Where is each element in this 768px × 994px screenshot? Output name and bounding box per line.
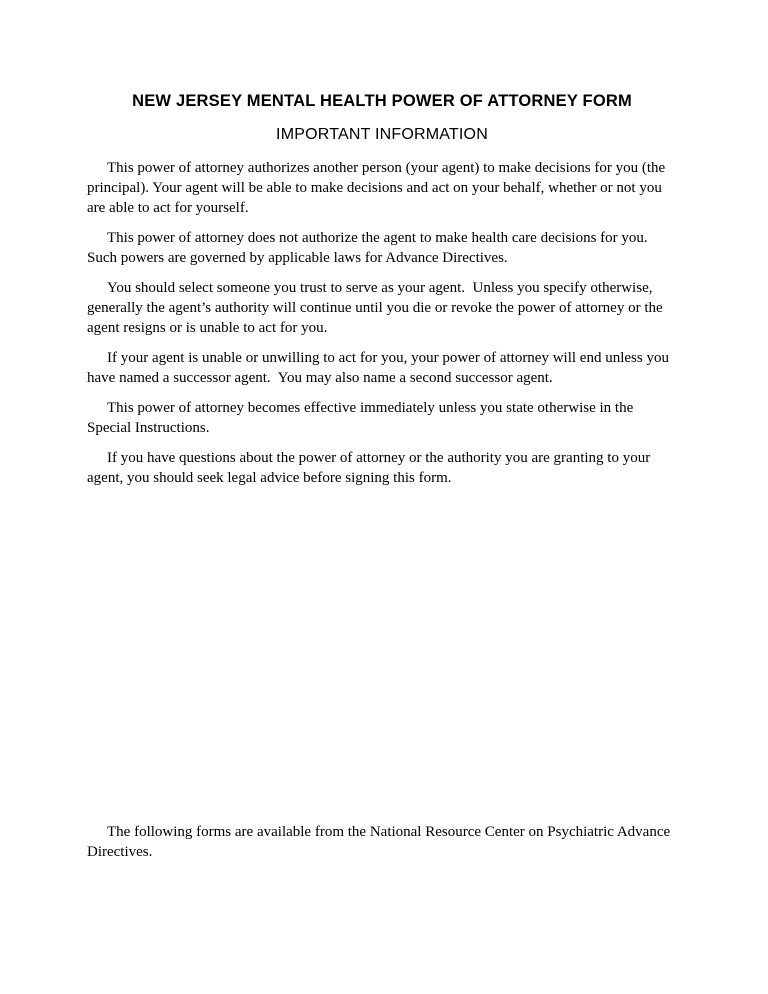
paragraph-no-health-care-decisions: This power of attorney does not authorize the agent to make health care decisions for you. Such powers are governed by applicable laws for Advance Directives.: [87, 230, 652, 266]
paragraph-successor-agent: If your agent is unable or unwilling to act for you, your power of attorney will end unless you have named a successor agent. You may also name a second successor agent.: [87, 350, 673, 386]
paragraph-authorizes-agent: This power of attorney authorizes another person (your agent) to make decisions for you (the principal). Your agent will be able to make decisions and act on your behalf, whether or not you are able to act for yourself.: [87, 160, 669, 216]
paragraph-seek-legal-advice: If you have questions about the power of attorney or the authority you are granting to your agent, you should seek legal advice before signing this form.: [87, 450, 654, 486]
paragraph-select-someone-you-trust: You should select someone you trust to serve as your agent. Unless you specify otherwise, generally the agent’s authority will continue until you die or revoke the power of attorney or the agent resigns or is unable to act for you.: [87, 280, 667, 336]
body-text-block: [87, 158, 677, 488]
paragraph-forms-available: The following forms are available from the National Resource Center on Psychiatric Advance Directives.: [87, 824, 674, 860]
closing-block: [87, 822, 677, 872]
document-content: [87, 0, 677, 498]
document-title: NEW JERSEY MENTAL HEALTH POWER OF ATTORNEY FORM: [132, 92, 632, 110]
document-subtitle: IMPORTANT INFORMATION: [276, 126, 488, 143]
paragraph-effective-immediately: This power of attorney becomes effective immediately unless you state otherwise in the Special Instructions.: [87, 400, 637, 436]
